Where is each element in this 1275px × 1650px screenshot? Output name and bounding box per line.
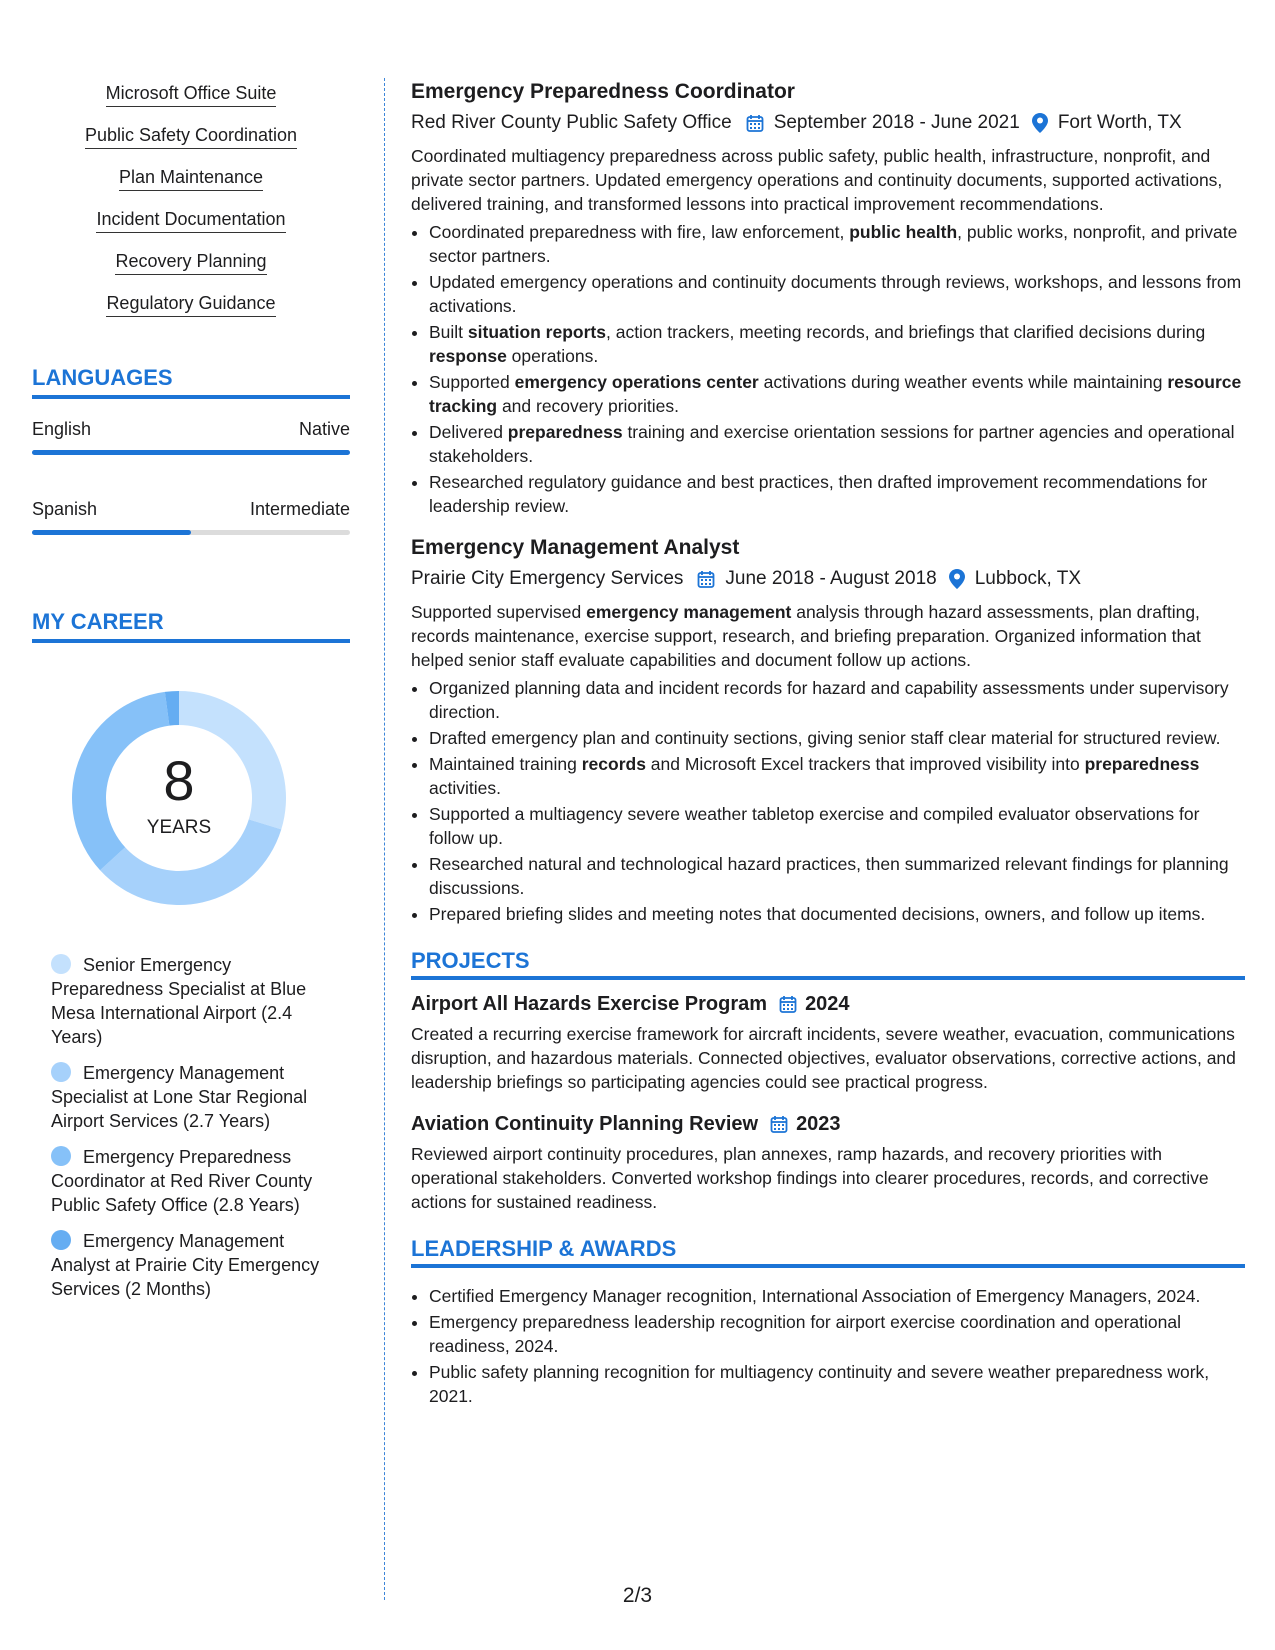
emphasis-text: response: [429, 346, 507, 366]
job-bullets: [411, 676, 1245, 926]
career-legend-item: Emergency Management Analyst at Prairie City Emergency Services (2 Months): [51, 1231, 320, 1299]
bullet-item: • Supported a multiagency severe weather tabletop exercise and compiled evaluator observations for follow up.: [429, 802, 1245, 850]
calendar-icon: [779, 995, 797, 1014]
language-proficiency-fill: [32, 450, 350, 455]
bullet-item: • Updated emergency operations and continuity documents through reviews, workshops, and lessons from activations.: [429, 270, 1245, 318]
job-dates: September 2018 - June 2021: [773, 112, 1020, 133]
main-content: [411, 78, 1245, 1410]
job-summary: Coordinated multiagency preparedness across public safety, public health, infrastructure, nonprofit, and private sector partners. Updated emergency operations and continuity documents, supported activations, delivered training, and transformed lessons into practical improvement recommendations.: [411, 146, 1223, 214]
job-summary: Supported supervised emergency management analysis through hazard assessments, plan drafting, records maintenance, exercise support, research, and briefing preparation. Organized information that helped senior staff evaluate capabilities and document follow up actions.: [411, 602, 1201, 670]
project-description: Reviewed airport continuity procedures, plan annexes, ramp hazards, and recovery priorities with operational stakeholders. Converted workshop findings into clearer procedures, records, and corrective actions for sustained readiness.: [411, 1144, 1209, 1212]
page-number: 2/3: [622, 1584, 653, 1607]
legend-dot: [51, 954, 71, 974]
skills-list: [32, 82, 350, 317]
project-entry: [411, 1110, 1245, 1214]
skill-item: Incident Documentation: [32, 208, 350, 233]
location-pin-icon: [949, 569, 965, 589]
career-heading: MY CAREER: [32, 609, 350, 643]
bullet-item: • Built situation reports, action trackers, meeting records, and briefings that clarified decisions during response operations.: [429, 320, 1245, 368]
job-location: Lubbock, TX: [974, 568, 1082, 589]
projects-heading: PROJECTS: [411, 948, 1245, 980]
bullet-item: • Researched natural and technological hazard practices, then summarized relevant findings for planning discussions.: [429, 852, 1245, 900]
emphasis-text: preparedness: [507, 422, 623, 442]
legend-dot: [51, 1062, 71, 1082]
job-entry: [411, 78, 1245, 518]
calendar-icon: [697, 570, 715, 589]
awards-heading: LEADERSHIP & AWARDS: [411, 1236, 1245, 1268]
career-total-years: 8: [163, 749, 195, 812]
emphasis-text: situation reports: [467, 322, 606, 342]
job-entry: [411, 534, 1245, 926]
emphasis-text: records: [581, 754, 646, 774]
calendar-icon: [770, 1115, 788, 1134]
career-total-label: YEARS: [146, 817, 212, 838]
career-donut-chart: [66, 685, 292, 911]
language-entry: [32, 419, 350, 455]
bullet-item: • Researched regulatory guidance and best practices, then drafted improvement recommendations for leadership review.: [429, 470, 1245, 518]
emphasis-text: emergency management: [586, 602, 792, 622]
career-legend: [51, 953, 326, 1301]
emphasis-text: public health: [849, 222, 958, 242]
bullet-item: • Coordinated preparedness with fire, law enforcement, public health, public works, nonprofit, and private sector partners.: [429, 220, 1245, 268]
job-company: Prairie City Emergency Services: [411, 568, 684, 589]
language-level: Intermediate: [249, 499, 350, 519]
job-title: Emergency Preparedness Coordinator: [411, 80, 795, 103]
career-legend-item: Emergency Management Specialist at Lone Star Regional Airport Services (2.7 Years): [51, 1063, 308, 1131]
bullet-item: • Prepared briefing slides and meeting notes that documented decisions, owners, and follow up items.: [429, 902, 1245, 926]
language-proficiency-bar: [32, 530, 350, 535]
sidebar: [32, 82, 350, 1313]
career-legend-item: Emergency Preparedness Coordinator at Red River County Public Safety Office (2.8 Years): [51, 1147, 313, 1215]
language-proficiency-bar: [32, 450, 350, 455]
job-bullets: [411, 220, 1245, 518]
legend-dot: [51, 1146, 71, 1166]
bullet-item: • Maintained training records and Microsoft Excel trackers that improved visibility into preparedness activities.: [429, 752, 1245, 800]
skill-item: Plan Maintenance: [32, 166, 350, 191]
job-dates: June 2018 - August 2018: [725, 568, 937, 589]
emphasis-text: resource tracking: [429, 372, 1242, 416]
language-name: Spanish: [32, 499, 98, 519]
award-item: • Certified Emergency Manager recognition, International Association of Emergency Managers, 2024.: [429, 1284, 1245, 1308]
legend-dot: [51, 1230, 71, 1250]
language-level: Native: [298, 419, 350, 439]
bullet-item: • Drafted emergency plan and continuity sections, giving senior staff clear material for structured review.: [429, 726, 1245, 750]
awards-list: [411, 1284, 1245, 1408]
language-entry: [32, 499, 350, 535]
award-item: • Emergency preparedness leadership recognition for airport exercise coordination and operational readiness, 2024.: [429, 1310, 1245, 1358]
award-item: • Public safety planning recognition for multiagency continuity and severe weather preparedness work, 2021.: [429, 1360, 1245, 1408]
bullet-item: • Supported emergency operations center activations during weather events while maintaining resource tracking and recovery priorities.: [429, 370, 1245, 418]
language-proficiency-fill: [32, 530, 191, 535]
project-year: 2024: [805, 993, 850, 1015]
project-title: Aviation Continuity Planning Review: [411, 1113, 759, 1135]
emphasis-text: preparedness: [1084, 754, 1200, 774]
skill-item: Regulatory Guidance: [32, 292, 350, 317]
column-divider: [384, 78, 385, 1600]
calendar-icon: [746, 114, 764, 133]
job-company: Red River County Public Safety Office: [411, 112, 732, 133]
emphasis-text: emergency operations center: [514, 372, 759, 392]
location-pin-icon: [1032, 113, 1048, 133]
career-legend-item: Senior Emergency Preparedness Specialist at Blue Mesa International Airport (2.4 Years): [51, 955, 307, 1047]
skill-item: Microsoft Office Suite: [32, 82, 350, 107]
languages-heading: LANGUAGES: [32, 365, 350, 399]
job-location: Fort Worth, TX: [1057, 112, 1182, 133]
language-name: English: [32, 419, 92, 439]
bullet-item: • Delivered preparedness training and exercise orientation sessions for partner agencies and operational stakeholders.: [429, 420, 1245, 468]
project-year: 2023: [796, 1113, 841, 1135]
job-title: Emergency Management Analyst: [411, 536, 740, 559]
project-entry: [411, 990, 1245, 1094]
project-title: Airport All Hazards Exercise Program: [411, 993, 768, 1015]
skill-item: Recovery Planning: [32, 250, 350, 275]
project-description: Created a recurring exercise framework for aircraft incidents, severe weather, evacuation, communications disruption, and hazardous materials. Connected objectives, evaluator observations, corrective actions, and leadership briefings so participating agencies could see practical progress.: [411, 1024, 1236, 1092]
skill-item: Public Safety Coordination: [32, 124, 350, 149]
bullet-item: • Organized planning data and incident records for hazard and capability assessments under supervisory direction.: [429, 676, 1245, 724]
